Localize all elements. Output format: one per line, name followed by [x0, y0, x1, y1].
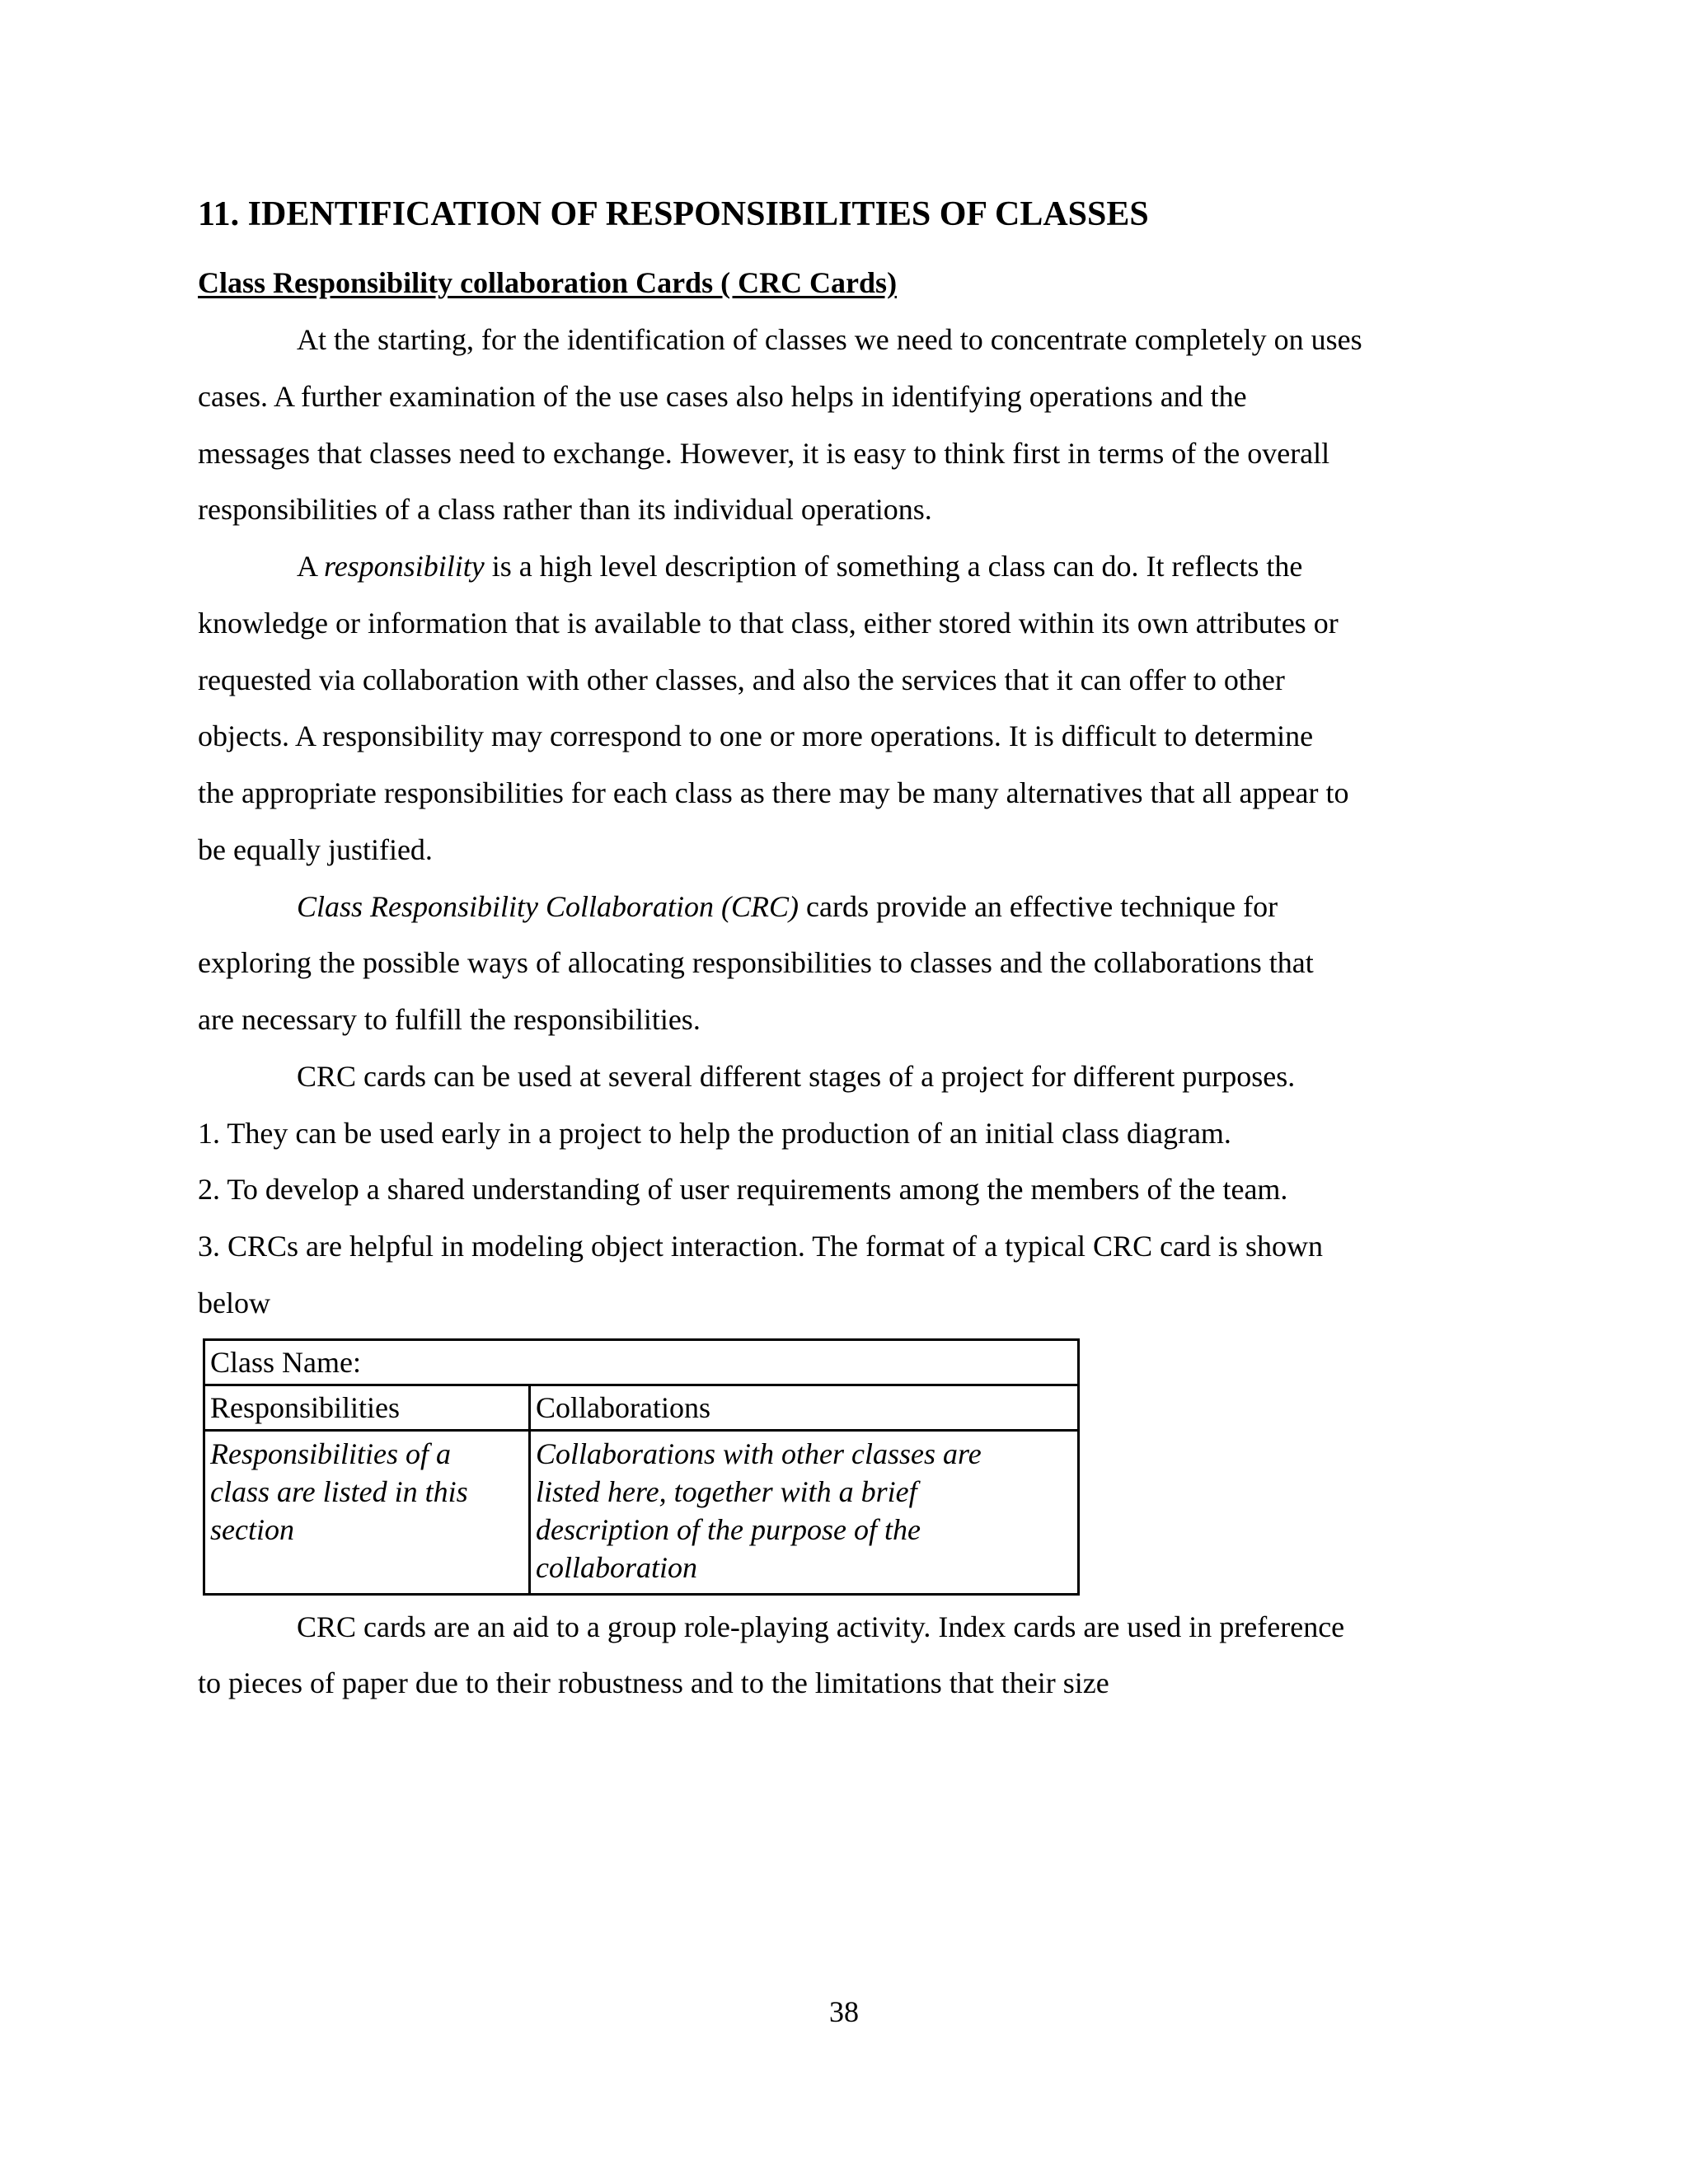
- collaborations-description: [530, 1431, 1079, 1595]
- collaborations-description-line: collaboration: [536, 1551, 697, 1584]
- collaborations-description-line: Collaborations with other classes are: [536, 1437, 982, 1470]
- page-number: 38: [829, 1995, 859, 2028]
- paragraph-2-line-3: requested via collaboration with other classes, and also the services that it can offer to other: [198, 663, 1285, 696]
- paragraph-3-line-1: [297, 888, 1278, 925]
- list-item-2: 2. To develop a shared understanding of user requirements among the members of the team.: [198, 1173, 1288, 1206]
- paragraph-3-line-1-rest: cards provide an effective technique for: [799, 890, 1278, 923]
- crc-card-table: [203, 1338, 1080, 1596]
- paragraph-1-line-4: responsibilities of a class rather than its individual operations.: [198, 493, 932, 526]
- header-row: [204, 1385, 1079, 1431]
- list-item-3-continuation: below: [198, 1286, 270, 1319]
- paragraph-5-line-2: to pieces of paper due to their robustness and to the limitations that their size: [198, 1666, 1109, 1699]
- responsibility-term: responsibility: [324, 550, 485, 583]
- class-name-cell: Class Name:: [204, 1340, 1079, 1385]
- paragraph-2-line-2: knowledge or information that is available to that class, either stored within its own attributes or: [198, 607, 1339, 640]
- collaborations-description-line: listed here, together with a brief: [536, 1475, 917, 1508]
- paragraph-3-line-3: are necessary to fulfill the responsibilities.: [198, 1003, 701, 1036]
- crc-term: Class Responsibility Collaboration (CRC): [297, 890, 799, 923]
- responsibilities-description-line: class are listed in this: [210, 1475, 468, 1508]
- paragraph-3-line-2: exploring the possible ways of allocating responsibilities to classes and the collaborations that: [198, 946, 1314, 979]
- paragraph-2-line-4: objects. A responsibility may correspond to one or more operations. It is difficult to determine: [198, 719, 1314, 752]
- paragraph-5-line-1: CRC cards are an aid to a group role-playing activity. Index cards are used in preference: [297, 1610, 1345, 1643]
- collaborations-header: Collaborations: [530, 1385, 1079, 1431]
- paragraph-1-line-2: cases. A further examination of the use cases also helps in identifying operations and the: [198, 380, 1247, 413]
- paragraph-2-line-5: the appropriate responsibilities for each class as there may be many alternatives that all appear to: [198, 776, 1349, 809]
- responsibilities-description: [204, 1431, 530, 1595]
- section-heading: 11. IDENTIFICATION OF RESPONSIBILITIES OF CLASSES: [198, 195, 1149, 233]
- paragraph-4-line-1: CRC cards can be used at several different stages of a project for different purposes.: [297, 1060, 1296, 1093]
- paragraph-1-line-3: messages that classes need to exchange. However, it is easy to think first in terms of the overall: [198, 437, 1330, 470]
- responsibilities-description-line: section: [210, 1513, 294, 1546]
- paragraph-1-line-1: At the starting, for the identification of classes we need to concentrate completely on uses: [297, 323, 1362, 356]
- list-item-3: 3. CRCs are helpful in modeling object interaction. The format of a typical CRC card is shown: [198, 1230, 1324, 1263]
- responsibilities-description-line: Responsibilities of a: [210, 1437, 451, 1470]
- document-page: [198, 0, 1500, 2184]
- paragraph-2-line-1: [297, 548, 1302, 584]
- description-row: [204, 1431, 1079, 1595]
- list-item-1: 1. They can be used early in a project to help the production of an initial class diagram.: [198, 1117, 1231, 1150]
- paragraph-2-line-6: be equally justified.: [198, 833, 433, 866]
- section-subheading: Class Responsibility collaboration Cards ( CRC Cards): [198, 266, 898, 299]
- class-name-row: [204, 1340, 1079, 1385]
- collaborations-description-line: description of the purpose of the: [536, 1513, 921, 1546]
- paragraph-2-prefix: A: [297, 550, 325, 583]
- responsibilities-header: Responsibilities: [204, 1385, 530, 1431]
- paragraph-2-line-1-rest: is a high level description of something a class can do. It reflects the: [484, 550, 1303, 583]
